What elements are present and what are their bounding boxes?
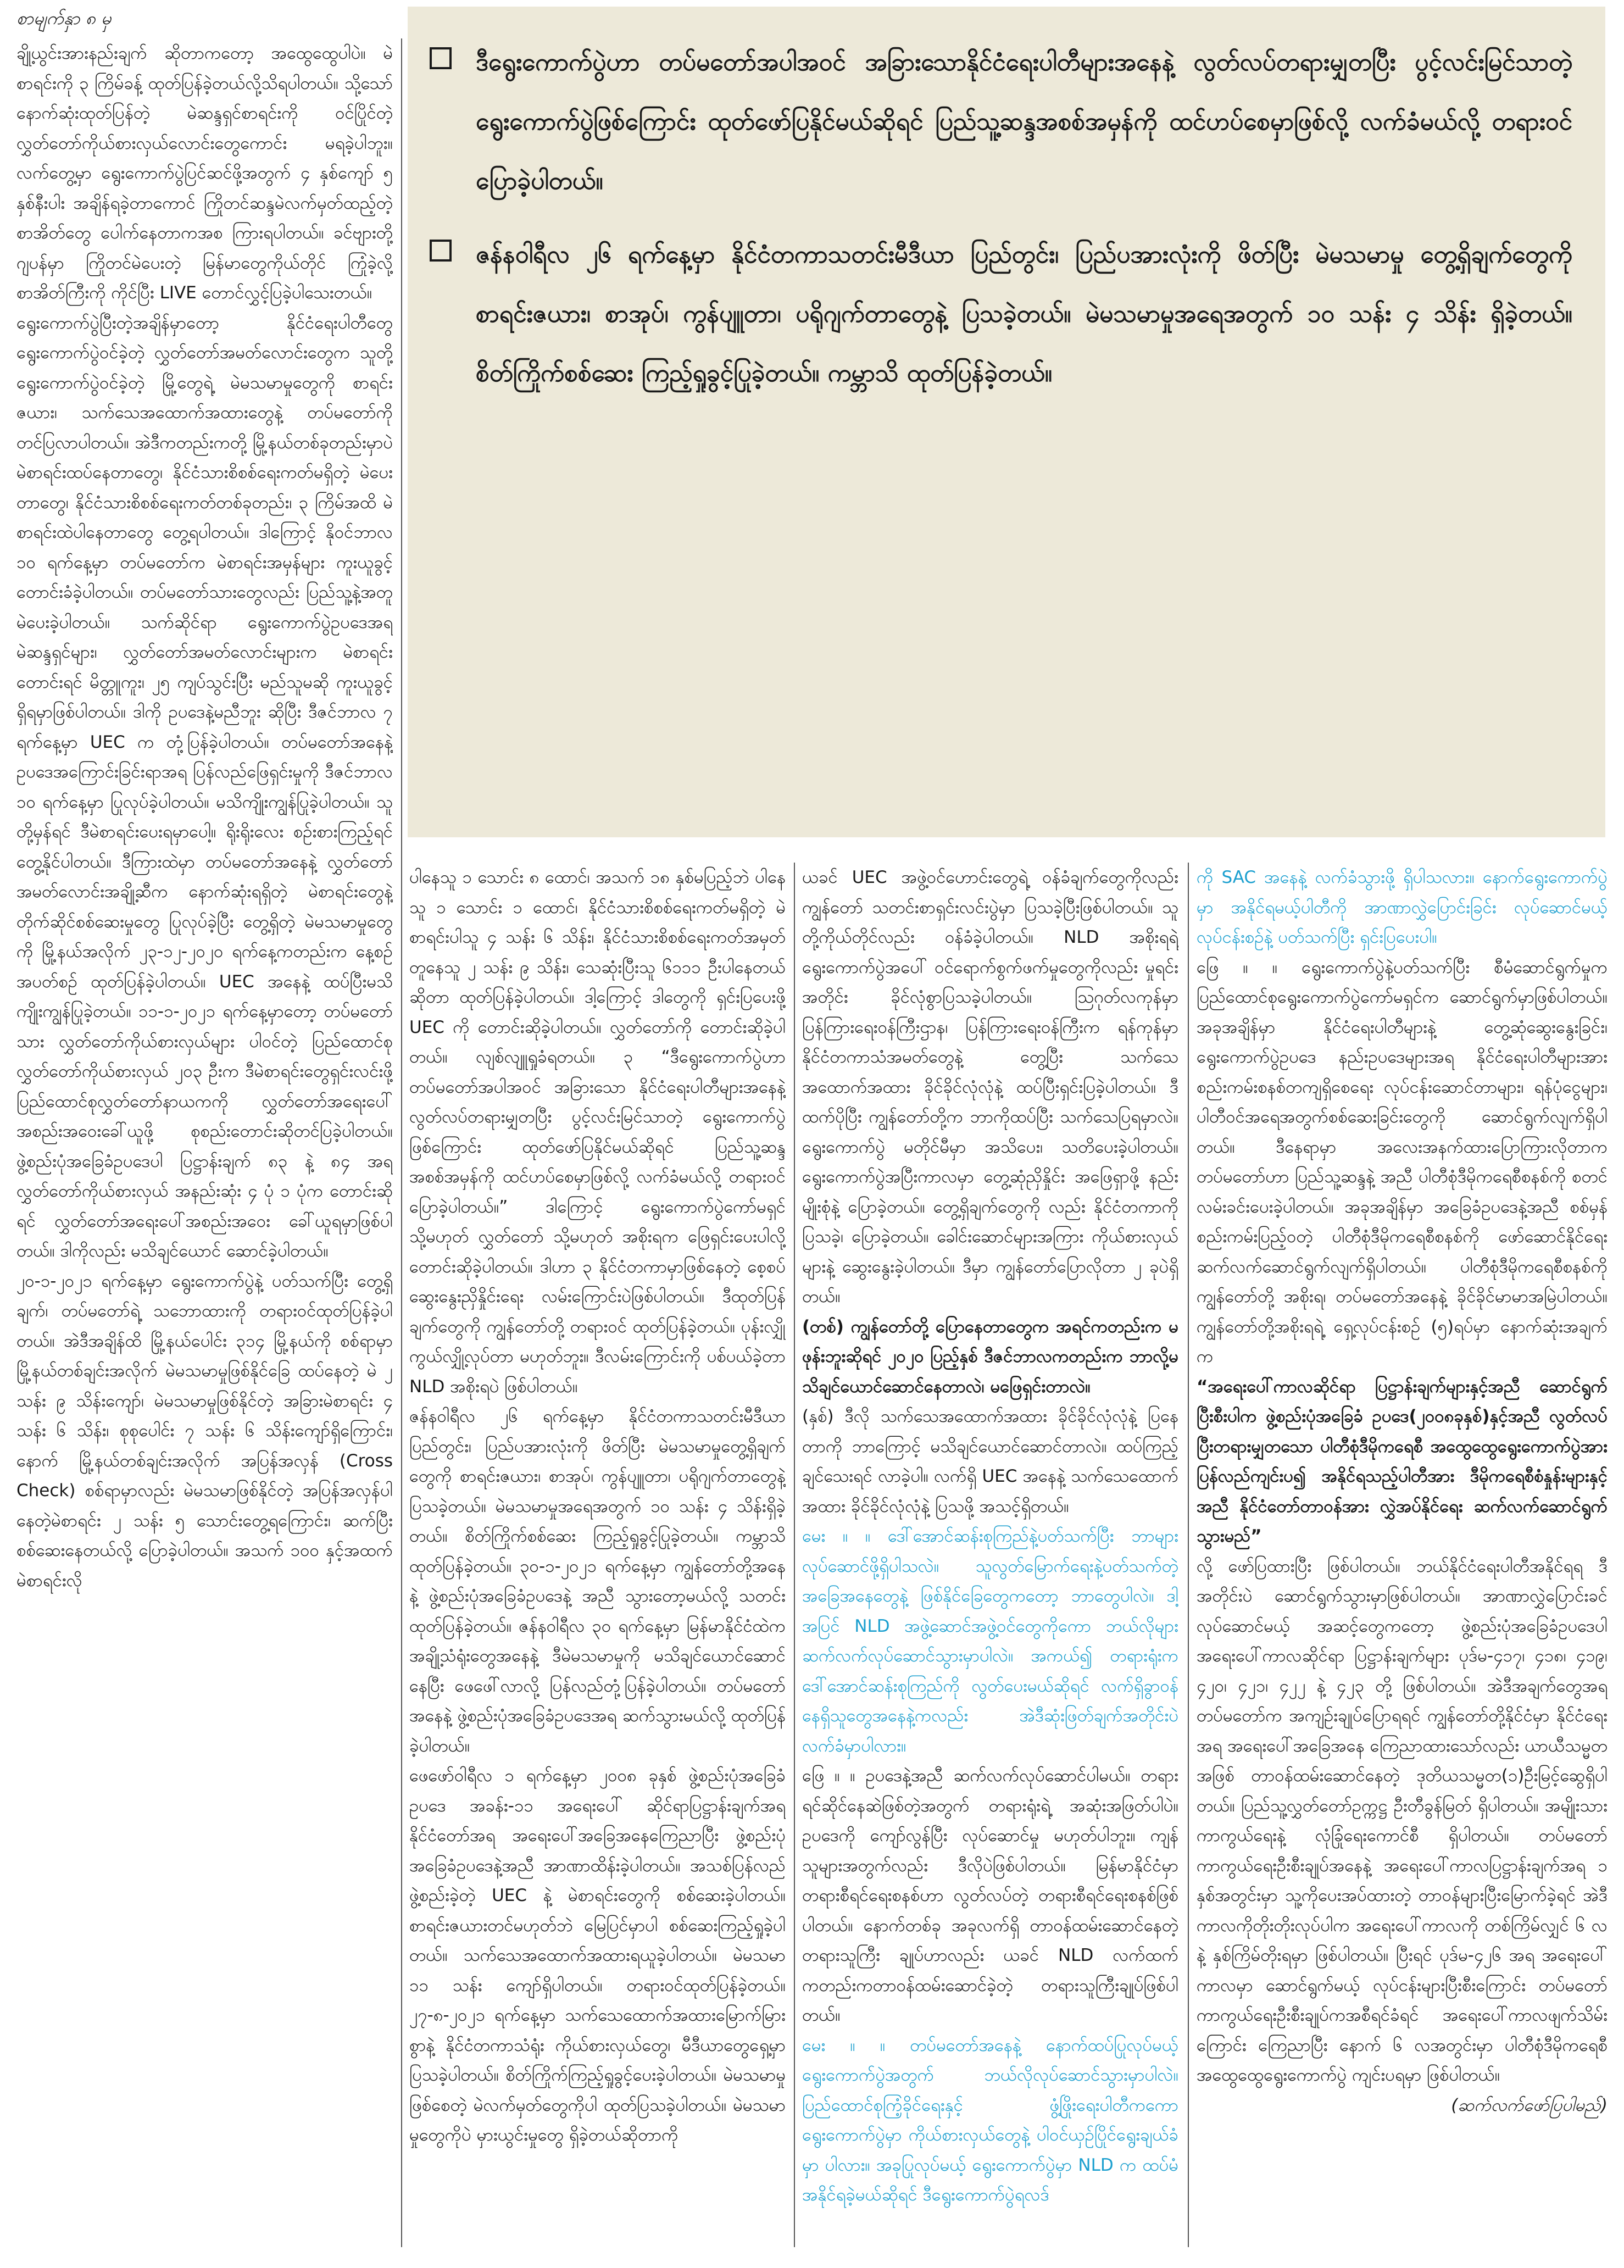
answer-text: ဖြေ ။ ။ ဥပဒေနဲ့အညီ ဆက်လက်လုပ်ဆောင်ပါမယ်။ တရားရင်ဆိုင်နေဆဲဖြစ်တဲ့အတွက် တရားရုံးရဲ့ အဆုံးအဖြတ်ပါပဲ။ ဥပဒေကို ကျော်လွန်ပြီး လုပ်ဆောင်မှု မဟုတ်ပါဘူး။ ကျန်သူများအတွက်လည်း ဒီလိုပဲဖြစ်ပါတယ်။ မြန်မာနိုင်ငံမှာ တရားစီရင်ရေးစနစ်ဟာ လွတ်လပ်တဲ့ တရားစီရင်ရေးစနစ်ဖြစ်ပါတယ်။ နောက်တစ်ခု အခုလက်ရှိ တာဝန်ထမ်းဆောင်နေတဲ့ တရားသူကြီး ချုပ်ဟာလည်း ယခင် NLD လက်ထက်ကတည်းကတာဝန်ထမ်းဆောင်ခဲ့တဲ့ တရားသူကြီးချုပ်ဖြစ်ပါတယ်။ [802, 1766, 1178, 2025]
question-text: မေး ။ ။ ဒေါ်အောင်ဆန်းစုကြည်နဲ့ပတ်သက်ပြီး ဘာများလုပ်ဆောင်ဖို့ရှိပါသလဲ။ သူလွတ်မြောက်ရေးနဲ့ပတ်သက်တဲ့ အခြေအနေတွေနဲ့ ဖြစ်နိုင်ခြေတွေကတော့ ဘာတွေပါလဲ။ ဒါ့အပြင် NLD အဖွဲ့ဆောင်အဖွဲ့ဝင်တွေကိုကော ဘယ်လိုများ ဆက်လက်လုပ်ဆောင်သွားမှာပါလဲ။ အကယ်၍ တရားရုံးက ဒေါ်အောင်ဆန်းစုကြည်ကို လွတ်ပေးမယ်ဆိုရင် လက်ရှိခွာဝန်နေရှိသူတွေအနေနဲ့ကလည်း အဲဒီဆုံးဖြတ်ချက်အတိုင်းပဲ လက်ခံမှာပါလား။ [802, 1526, 1178, 1756]
continued-note: (ဆက်လက်ဖော်ပြပါမည်) [1451, 2095, 1608, 2115]
column-divider [794, 863, 795, 2247]
paragraph: ချို့ယွင်းအားနည်းချက် ဆိုတာကတော့ အထွေထွေပါပဲ။ မဲစာရင်းကို ၃ ကြိမ်ခန့် ထုတ်ပြန်ခဲ့တယ်လို့သိရပါတယ်။ သို့သော်နောက်ဆုံးထုတ်ပြန်တဲ့ မဲဆန္ဒရှင်စာရင်းကို ဝင်ပြိုင်တဲ့ လွှတ်တော်ကိုယ်စားလှယ်လောင်းတွေကောင်း မရခဲ့ပါဘူး။ လက်တွေ့မှာ ရွေးကောက်ပွဲပြင်ဆင်ဖို့အတွက် ၄ နှစ်ကျော် ၅ နှစ်နီးပါး အချိန်ရခဲ့တာကောင် ကြိုတင်ဆန္ဒမဲလက်မှတ်ထည့်တဲ့ စာအိတ်တွေ ပေါက်နေတာကအစ ကြားရပါတယ်။ ခင်ဗျားတို့ ဂျပန်မှာ ကြိုတင်မဲပေးတဲ့ မြန်မာတွေကိုယ်တိုင် ကြုံခဲ့လို့ စာအိတ်ကြီးကို ကိုင်ပြီး LIVE တောင်လွှင့်ပြခဲ့ပါသေးတယ်။ [16, 43, 393, 303]
paragraph: ဖေဖော်ဝါရီလ ၁ ရက်နေ့မှာ ၂၀၀၈ ခုနှစ် ဖွဲ့စည်းပုံအခြေခံဥပဒေ အခန်း-၁၁ အရေးပေါ် ဆိုင်ရာပြဋ္ဌာန်းချက်အရ နိုင်ငံတော်အရ အရေးပေါ်အခြေအနေကြေညာပြီး ဖွဲ့စည်းပုံအခြေခံဥပဒေနဲ့အညီ အာဏာထိန်းခဲ့ပါတယ်။ အသစ်ပြန်လည်ဖွဲ့စည်းခဲ့တဲ့ UEC နဲ့ မဲစာရင်းတွေကို စစ်ဆေးခဲ့ပါတယ်။ စာရင်းဇယားတင်မဟုတ်ဘဲ မြေပြင်မှာပါ စစ်ဆေးကြည့်ရှုခဲ့ပါတယ်။ သက်သေအထောက်အထားရယူခဲ့ပါတယ်။ မဲမသမာ ၁၁ သန်း ကျော်ရှိပါတယ်။ တရားဝင်ထုတ်ပြန်ခဲ့တယ်။ ၂၇-၈-၂၀၂၁ ရက်နေ့မှာ သက်သေထောက်အထားမြောက်မြားစွာနဲ့ နိုင်ငံတကာသံရုံး ကိုယ်စားလှယ်တွေ၊ မီဒီယာတွေရှေ့မှာ ပြသခဲ့ပါတယ်။ စိတ်ကြိုက်ကြည့်ရှုခွင့်ပေးခဲ့ပါတယ်။ မဲမသမာမှုဖြစ်စေတဲ့ မဲလက်မှတ်တွေကိုပါ ထုတ်ပြသခဲ့ပါတယ်။ မဲမသမာမှုတွေကိုပဲ မှားယွင်းမှုတွေ ရှိခဲ့တယ်ဆိုတာကို [409, 1766, 786, 2145]
answer-text: ဖြေ ။ ။ ရွေးကောက်ပွဲနဲ့ပတ်သက်ပြီး စီမံဆောင်ရွက်မှုက ပြည်ထောင်စုရွေးကောက်ပွဲကော်မရှင်က ဆောင်ရွက်မှာဖြစ်ပါတယ်။ အခုအချိန်မှာ နိုင်ငံရေးပါတီများနဲ့ တွေ့ဆုံဆွေးနွေးခြင်း၊ ရွေးကောက်ပွဲဥပဒေ နည်းဥပဒေများအရ နိုင်ငံရေးပါတီများအား စည်းကမ်းစနစ်တကျရှိစေရေး လုပ်ငန်းဆောင်တာများ၊ ရန်ပုံငွေများ၊ ပါတီဝင်အရေအတွက်စစ်ဆေးခြင်းတွေကို ဆောင်ရွက်လျက်ရှိပါတယ်။ ဒီနေရာမှာ အလေးအနက်ထားပြောကြားလိုတာက တပ်မတော်ဟာ ပြည်သူ့ဆန္ဒနဲ့ အညီ ပါတီစုံဒီမိုကရေစီစနစ်ကို စတင်လမ်းခင်းပေးခဲ့ပါတယ်။ အခုအချိန်မှာ အခြေခံဥပဒေနဲ့အညီ စစ်မှန်စည်းကမ်းပြည့်ဝတဲ့ ပါတီစုံဒီမိုကရေစီစနစ်ကို ဖော်ဆောင်နိုင်ရေး ဆက်လက်ဆောင်ရွက်လျက်ရှိပါတယ်။ ပါတီစုံဒီမိုကရေစီစနစ်ကို ကျွန်တော်တို့ အစိုးရ၊ တပ်မတော်အနေနဲ့ ခိုင်ခိုင်မာမာအမြဲပါတယ်။ ကျွန်တော်တို့အစိုးရရဲ့ ရှေ့လုပ်ငန်းစဉ် (၅)ရပ်မှာ နောက်ဆုံးအချက်က [1197, 957, 1608, 1366]
paragraph: ပါနေသူ ၁ သောင်း ၈ ထောင်၊ အသက် ၁၈ နှစ်မပြည့်ဘဲ ပါနေသူ ၁ သောင်း ၁ ထောင်၊ နိုင်ငံသားစိစစ်ရေးကတ်မရှိတဲ့ မဲစာရင်းပါသူ ၄ သန်း ၆ သိန်း၊ နိုင်ငံသားစိစစ်ရေးကတ်အမှတ် တူနေသူ ၂ သန်း ၉ သိန်း၊ သေဆုံးပြီးသူ ၆၁၁၁ ဦးပါနေတယ်ဆိုတာ ထုတ်ပြန်ခဲ့ပါတယ်။ ဒါ့ကြောင့် ဒါတွေကို ရှင်းပြပေးဖို့ UEC ကို တောင်းဆိုခဲ့ပါတယ်။ လွှတ်တော်ကို တောင်းဆိုခဲ့ပါတယ်။ လျစ်လျူရှုခံရတယ်။ ၃ “ဒီရွေးကောက်ပွဲဟာ တပ်မတော်အပါအဝင် အခြားသော နိုင်ငံရေးပါတီများအနေနဲ့ လွတ်လပ်တရားမျှတပြီး ပွင့်လင်းမြင်သာတဲ့ ရွေးကောက်ပွဲဖြစ်ကြောင်း ထုတ်ဖော်ပြနိုင်မယ်ဆိုရင် ပြည်သူ့ဆန္ဒ အစစ်အမှန်ကို ထင်ဟပ်စေမှာဖြစ်လို့ လက်ခံမယ်လို့ တရားဝင်ပြောခဲ့ပါတယ်။” ဒါကြောင့် ရွေးကောက်ပွဲကော်မရှင် သို့မဟုတ် လွှတ်တော် သို့မဟုတ် အစိုးရက ဖြေရှင်းပေးပါလို့ တောင်းဆိုခဲ့ပါတယ်။ ဒါဟာ ၃ နိုင်ငံတကာမှာဖြစ်နေတဲ့ စေ့စပ်ဆွေးနွေးညှိနှိုင်းရေး လမ်းကြောင်းပဲဖြစ်ပါတယ်။ ဒီထုတ်ပြန်ချက်တွေကို ကျွန်တော်တို့ တရားဝင် ထုတ်ပြန်ခဲ့တယ်။ ပုန်းလျှို့ကွယ်လျှို့လုပ်တာ မဟုတ်ဘူး။ ဒီလမ်းကြောင်းကို ပစ်ပယ်ခဲ့တာ NLD အစိုးရပဲ ဖြစ်ပါတယ်။ [409, 868, 786, 1397]
pull-quote-box [408, 7, 1605, 837]
paragraph: ယခင် UEC အဖွဲ့ဝင်ဟောင်းတွေရဲ့ ဝန်ခံချက်တွေကိုလည်း ကျွန်တော် သတင်းစာရှင်းလင်းပွဲမှာ ပြသခဲ့ပြီးဖြစ်ပါတယ်။ သူတို့ကိုယ်တိုင်လည်း ဝန်ခံခဲ့ပါတယ်။ NLD အစိုးရရဲ့ ရွေးကောက်ပွဲအပေါ် ဝင်ရောက်စွက်ဖက်မှုတွေကိုလည်း မှုရင်းအတိုင်း ခိုင်လုံစွာပြသခဲ့ပါတယ်။ ဩဂုတ်လကုန်မှာ ပြန်ကြားရေးဝန်ကြီးဌာန၊ ပြန်ကြားရေးဝန်ကြီးက ရန်ကုန်မှာ နိုင်ငံတကာသံအမတ်တွေနဲ့ တွေ့ပြီး သက်သေအထောက်အထား ခိုင်ခိုင်လုံလုံနဲ့ ထပ်ပြီးရှင်းပြခဲ့ပါတယ်။ ဒီထက်ပိုပြီး ကျွန်တော်တို့က ဘာကိုထပ်ပြီး သက်သေပြရမှာလဲ။ ရွေးကောက်ပွဲ မတိုင်မီမှာ အသိပေး၊ သတိပေးခဲ့ပါတယ်။ ရွေးကောက်ပွဲအပြီးကာလမှာ တွေ့ဆုံညှိနှိုင်း အဖြေရှာဖို့ နည်းမျိုးစုံနဲ့ ပြောခဲ့တယ်။ တွေ့ရှိချက်တွေကို လည်း နိုင်ငံတကာကို ပြသခဲ့၊ ပြောခဲ့တယ်။ ခေါင်းဆောင်များအကြား ကိုယ်စားလှယ်များနဲ့ ဆွေးနွေးခဲ့ပါတယ်။ ဒီမှာ ကျွန်တော်ပြောလိုတာ ၂ ခုပဲရှိတယ်။ [802, 868, 1178, 1307]
pull-quote-text: ဇန်နဝါရီလ ၂၆ ရက်နေ့မှာ နိုင်ငံတကာသတင်းမီဒီယာ ပြည်တွင်း၊ ပြည်ပအားလုံးကို ဖိတ်ပြီး မဲမသမာမှု တွေ့ရှိချက်တွေကို စာရင်းဇယား၊ စာအုပ်၊ ကွန်ပျူတာ၊ ပရိုဂျက်တာတွေနဲ့ ပြသခဲ့တယ်။ မဲမသမာမှုအရေအတွက် ၁၀ သန်း ၄ သိန်း ရှိခဲ့တယ်။ စိတ်ကြိုက်စစ်ဆေး ကြည့်ရှုခွင့်ပြုခဲ့တယ်။ ကမ္ဘာသိ ထုတ်ပြန်ခဲ့တယ်။ [476, 241, 1573, 387]
paragraph: ၂၀-၁-၂၀၂၁ ရက်နေ့မှာ ရွေးကောက်ပွဲနဲ့ ပတ်သက်ပြီး တွေ့ရှိချက်၊ တပ်မတော်ရဲ့ သဘောထားကို တရားဝင်ထုတ်ပြန်ခဲ့ပါတယ်။ အဲဒီအချိန်ထိ မြို့နယ်ပေါင်း ၃၁၄ မြို့နယ်ကို စစ်ရာမှာ မြို့နယ်တစ်ချင်းအလိုက် မဲမသမာမှုဖြစ်နိုင်ခြေ ထပ်နေတဲ့ မဲ ၂ သန်း ၉ သိန်းကျော်၊ မဲမသမာမှုဖြစ်နိုင်တဲ့ အခြားမဲစာရင်း ၄ သန်း ၆ သိန်း၊ စုစုပေါင်း ၇ သန်း ၆ သိန်းကျော်ရှိကြောင်း၊ နောက် မြို့နယ်တစ်ချင်းအလိုက် အပြန်အလှန် (Cross Check) စစ်ရာမှာလည်း မဲမသမာဖြစ်နိုင်တဲ့ အပြန်အလှန်ပါနေတဲ့မဲစာရင်း ၂ သန်း ၅ သောင်းတွေ့ရကြောင်း၊ ဆက်ပြီး စစ်ဆေးနေတယ်လို့ ပြောခဲ့ပါတယ်။ အသက် ၁၀၀ နှင့်အထက် မဲစာရင်းလို [16, 1271, 393, 1591]
article-column-4 [1197, 863, 1608, 2247]
pull-quote-bullet [430, 33, 1572, 211]
paragraph: (နှစ်) ဒီလို သက်သေအထောက်အထား ခိုင်ခိုင်လုံလုံနဲ့ ပြနေတာကို ဘာကြောင့် မသိချင်ယောင်ဆောင်တာလဲ။ ထပ်ကြည့်ချင်သေးရင် လာခဲ့ပါ။ လက်ရှိ UEC အနေနဲ့ သက်သေထောက်အထား ခိုင်ခိုင်လုံလုံနဲ့ ပြသဖို့ အသင့်ရှိတယ်။ [802, 1407, 1178, 1516]
pull-quote-bullet [430, 225, 1572, 403]
answer-text: လို့ ဖော်ပြထားပြီး ဖြစ်ပါတယ်။ ဘယ်နိုင်ငံရေးပါတီအနိုင်ရရ ဒီအတိုင်းပဲ ဆောင်ရွက်သွားမှာဖြစ်ပါတယ်။ အာဏာလွှဲပြောင်းခင် လုပ်ဆောင်မယ့် အဆင့်တွေကတော့ ဖွဲ့စည်းပုံအခြေခံဥပဒေပါ အရေးပေါ်ကာလဆိုင်ရာ ပြဋ္ဌာန်းချက်များ ပုဒ်မ-၄၁၇၊ ၄၁၈၊ ၄၁၉၊ ၄၂၀၊ ၄၂၁၊ ၄၂၂ နဲ့ ၄၂၃ တို့ ဖြစ်ပါတယ်။ အဲဒီအချက်တွေအရ တပ်မတော်က အကျဉ်းချုပ်ပြောရရင် ကျွန်တော်တို့နိုင်ငံမှာ နိုင်ငံရေးအရ အရေးပေါ်အခြေအနေ ကြေညာထားသော်လည်း ယာယီသမ္မတအဖြစ် တာဝန်ထမ်းဆောင်နေတဲ့ ဒုတိယသမ္မတ(၁)ဦးမြင့်ဆွေရှိပါတယ်။ ပြည်သူ့လွှတ်တော်ဥက္ကဋ္ဌ ဦးတီခွန်မြတ် ရှိပါတယ်။ အမျိုးသားကာကွယ်ရေးနဲ့ လုံခြုံရေးကောင်စီ ရှိပါတယ်။ တပ်မတော် ကာကွယ်ရေးဦးစီးချုပ်အနေနဲ့ အရေးပေါ်ကာလပြဋ္ဌာန်းချက်အရ ၁ နှစ်အတွင်းမှာ သူ့ကိုပေးအပ်ထားတဲ့ တာဝန်များပြီးမြောက်ခဲ့ရင် အဲဒီကာလကိုတိုးတိုးလုပ်ပါက အရေးပေါ်ကာလကို တစ်ကြိမ်လျှင် ၆ လနဲ့ နှစ်ကြိမ်တိုးရမှာ ဖြစ်ပါတယ်။ ပြီးရင် ပုဒ်မ-၄၂၆ အရ အရေးပေါ်ကာလမှာ ဆောင်ရွက်မယ့် လုပ်ငန်းများပြီးစီးကြောင်း တပ်မတော်ကာကွယ်ရေးဦးစီးချုပ်ကအစီရင်ခံရင် အရေးပေါ်ကာလဖျက်သိမ်းကြောင်း ကြေညာပြီး နောက် ၆ လအတွင်းမှာ ပါတီစုံဒီမိုကရေစီအထွေထွေရွေးကောက်ပွဲ ကျင်းပရမှာ ဖြစ်ပါတယ်။ [1197, 1556, 1608, 2085]
page-number: စာမျက်နှာ ၈ မှ [16, 8, 112, 29]
pull-quote-text: ဒီရွေးကောက်ပွဲဟာ တပ်မတော်အပါအဝင် အခြားသောနိုင်ငံရေးပါတီများအနေနဲ့ လွတ်လပ်တရားမျှတပြီး ပွင့်လင်းမြင်သာတဲ့ ရွေးကောက်ပွဲဖြစ်ကြောင်း ထုတ်ဖော်ပြနိုင်မယ်ဆိုရင် ပြည်သူ့ဆန္ဒအစစ်အမှန်ကို ထင်ဟပ်စေမှာဖြစ်လို့ လက်ခံမယ်လို့ တရားဝင်ပြောခဲ့ပါတယ်။ [476, 48, 1572, 195]
article-column-1 [16, 38, 393, 2242]
paragraph: ဇန်နဝါရီလ ၂၆ ရက်နေ့မှာ နိုင်ငံတကာသတင်းမီဒီယာ ပြည်တွင်း၊ ပြည်ပအားလုံးကို ဖိတ်ပြီး မဲမသမာမှုတွေ့ရှိချက်တွေကို စာရင်းဇယား၊ စာအုပ်၊ ကွန်ပျူတာ၊ ပရိုဂျက်တာတွေနဲ့ ပြသခဲ့တယ်။ မဲမသမာမှုအရေအတွက် ၁၀ သန်း ၄ သိန်းရှိခဲ့တယ်။ စိတ်ကြိုက်စစ်ဆေး ကြည့်ရှုခွင့်ပြုခဲ့တယ်။ ကမ္ဘာသိ ထုတ်ပြန်ခဲ့တယ်။ ၃၀-၁-၂၀၂၁ ရက်နေ့မှာ ကျွန်တော်တို့အနေနဲ့ ဖွဲ့စည်းပုံအခြေခံဥပဒေနဲ့ အညီ သွားတော့မယ်လို့ သတင်းထုတ်ပြန်ခဲ့တယ်။ ဇန်နဝါရီလ ၃၀ ရက်နေ့မှာ မြန်မာနိုင်ငံထဲက အချို့သံရုံးတွေအနေနဲ့ ဒီမဲမသမာမှုကို မသိချင်ယောင်ဆောင်နေပြီး ဖေဖေါ်လာလို့ ပြန်လည်တုံ့ပြန်ခဲ့ပါတယ်။ တပ်မတော်အနေနဲ့ ဖွဲ့စည်းပုံအခြေခံဥပဒေအရ ဆက်သွားမယ်လို့ ထုတ်ပြန်ခဲ့ပါတယ်။ [409, 1407, 786, 1756]
article-column-2 [409, 863, 786, 2247]
checkbox-bullet-icon [430, 240, 452, 262]
article-column-3 [802, 863, 1178, 2247]
column-divider [401, 38, 402, 2247]
checkbox-bullet-icon [430, 47, 452, 69]
quoted-statement: “အရေးပေါ်ကာလဆိုင်ရာ ပြဋ္ဌာန်းချက်များနှင့်အညီ ဆောင်ရွက်ပြီးစီးပါက ဖွဲ့စည်းပုံအခြေခံ ဥပဒေ(၂၀၀၈ခုနှစ်)နှင့်အညီ လွတ်လပ်ပြီးတရားမျှတသော ပါတီစုံဒီမိုကရေစီ အထွေထွေရွေးကောက်ပွဲအား ပြန်လည်ကျင်းပ၍ အနိုင်ရသည့်ပါတီအား ဒီမိုကရေစီစံနှုန်းများနှင့်အညီ နိုင်ငံတော်တာဝန်အား လွှဲအပ်နိုင်ရေး ဆက်လက်ဆောင်ရွက်သွားမည်” [1197, 1376, 1608, 1546]
column-divider [1188, 863, 1189, 2247]
question-text: မေး ။ ။ တပ်မတော်အနေနဲ့ နောက်ထပ်ပြုလုပ်မယ့် ရွေးကောက်ပွဲအတွက် ဘယ်လိုလုပ်ဆောင်သွားမှာပါလဲ။ ပြည်ထောင်စုကြံ့ခိုင်ရေးနှင့် ဖွံ့ဖြိုးရေးပါတီကကော ရွေးကောက်ပွဲမှာ ကိုယ်စားလှယ်တွေနဲ့ ပါဝင်ယှဉ်ပြိုင်ရွေးချယ်ခံမှာ ပါလား။ အခုပြုလုပ်မယ့် ရွေးကောက်ပွဲမှာ NLD က ထပ်မံအနိုင်ရခဲ့မယ်ဆိုရင် ဒီရွေးကောက်ပွဲရလဒ် [802, 2035, 1178, 2205]
paragraph: (တစ်) ကျွန်တော်တို့ ပြောနေတာတွေက အရင်ကတည်းက မဖုန်းဘူးဆိုရင် ၂၀၂၀ ပြည့်နှစ် ဒီဇင်ဘာလကတည်းက ဘာလို့မသိချင်ယောင်ဆောင်နေတာလဲ၊ မဖြေရှင်းတာလဲ။ [802, 1316, 1178, 1397]
paragraph: ရွေးကောက်ပွဲပြီးတဲ့အချိန်မှာတော့ နိုင်ငံရေးပါတီတွေ ရွေးကောက်ပွဲဝင်ခဲ့တဲ့ လွှတ်တော်အမတ်လောင်းတွေက သူတို့ရွေးကောက်ပွဲဝင်ခဲ့တဲ့ မြို့တွေရဲ့ မဲမသမာမှုတွေကို စာရင်းဇယား၊ သက်သေအထောက်အထားတွေနဲ့ တပ်မတော်ကို တင်ပြလာပါတယ်။ အဲဒီကတည်းကတို့ မြို့နယ်တစ်ခုတည်းမှာပဲ မဲစာရင်းထပ်နေတာတွေ၊ နိုင်ငံသားစိစစ်ရေးကတ်မရှိတဲ့ မဲပေးတာတွေ၊ နိုင်ငံသားစိစစ်ရေးကတ်တစ်ခုတည်း၊ ၃ ကြိမ်အထိ မဲစာရင်းထဲပါနေတာတွေ တွေ့ရပါတယ်။ ဒါကြောင့် နိုဝင်ဘာလ ၁၀ ရက်နေ့မှာ တပ်မတော်က မဲစာရင်းအမှန်များ ကူးယူခွင့် တောင်းခံခဲ့ပါတယ်။ တပ်မတော်သားတွေလည်း ပြည်သူ့နဲ့အတူ မဲပေးခဲ့ပါတယ်။ သက်ဆိုင်ရာ ရွေးကောက်ပွဲဥပဒေအရ မဲဆန္ဒရှင်များ၊ လွှတ်တော်အမတ်လောင်းများက မဲစာရင်း တောင်းရင် မိတ္တူကူး၊ ၂၅ ကျပ်သွင်းပြီး မည်သူမဆို ကူးယူခွင့်ရှိရမှာဖြစ်ပါတယ်။ ဒါကို ဥပဒေနဲ့မညီဘူး ဆိုပြီး ဒီဇင်ဘာလ ၇ ရက်နေ့မှာ UEC က တုံ့ပြန်ခဲ့ပါတယ်။ တပ်မတော်အနေနဲ့ ဥပဒေအကြောင်းခြင်းရာအရ ပြန်လည်ဖြေရှင်းမှုကို ဒီဇင်ဘာလ ၁၀ ရက်နေ့မှာ ပြုလုပ်ခဲ့ပါတယ်။ မသိကျိုးကျွန်ပြုခဲ့ပါတယ်။ သူတို့မှန်ရင် ဒီမဲစာရင်းပေးရမှာပေါ့။ ရိုးရိုးလေး စဉ်းစားကြည့်ရင် တွေ့နိုင်ပါတယ်။ ဒီကြားထဲမှာ တပ်မတော်အနေနဲ့ လွှတ်တော်အမတ်လောင်းအချို့ဆီက နောက်ဆုံးရရှိတဲ့ မဲစာရင်းတွေနဲ့ တိုက်ဆိုင်စစ်ဆေးမှုတွေ ပြုလုပ်ခဲ့ပြီး တွေ့ရှိတဲ့ မဲမသမာမှုတွေကို မြို့နယ်အလိုက် ၂၃-၁၂-၂၀၂၀ ရက်နေ့ကတည်းက နေ့စဉ် အပတ်စဉ် ထုတ်ပြန်ခဲ့ပါတယ်။ UEC အနေနဲ့ ထပ်ပြီးမသိကျိုးကျွန်ပြုခဲ့တယ်။ ၁၁-၁-၂၀၂၁ ရက်နေ့မှာတော့ တပ်မတော်သား လွှတ်တော်ကိုယ်စားလှယ်များ ပါဝင်တဲ့ ပြည်ထောင်စုလွှတ်တော်ကိုယ်စားလှယ် ၂၀၃ ဦးက ဒီမဲစာရင်းတွေရှင်းလင်းဖို့ ပြည်ထောင်စုလွှတ်တော်နာယကကို လွှတ်တော်အရေးပေါ်အစည်းအဝေးခေါ်ယူဖို့ စုစည်းတောင်းဆိုတင်ပြခဲ့ပါတယ်။ ဖွဲ့စည်းပုံအခြေခံဥပဒေပါ ပြဋ္ဌာန်းချက် ၈၃ နဲ့ ၈၄ အရ လွှတ်တော်ကိုယ်စားလှယ် အနည်းဆုံး ၄ ပုံ ၁ ပုံက တောင်းဆိုရင် လွှတ်တော်အရေးပေါ်အစည်းအဝေး ခေါ်ယူရမှာဖြစ်ပါတယ်။ ဒါကိုလည်း မသိချင်ယောင် ဆောင်ခဲ့ပါတယ်။ [16, 313, 393, 1261]
question-text: ကို SAC အနေနဲ့ လက်ခံသွားဖို့ ရှိပါသလား။ နောက်ရွေးကောက်ပွဲမှာ အနိုင်ရမယ့်ပါတီကို အာဏာလွှဲပြောင်းခြင်း လုပ်ဆောင်မယ့် လုပ်ငန်းစဉ်နဲ့ ပတ်သက်ပြီး ရှင်းပြပေးပါ။ [1197, 868, 1608, 947]
